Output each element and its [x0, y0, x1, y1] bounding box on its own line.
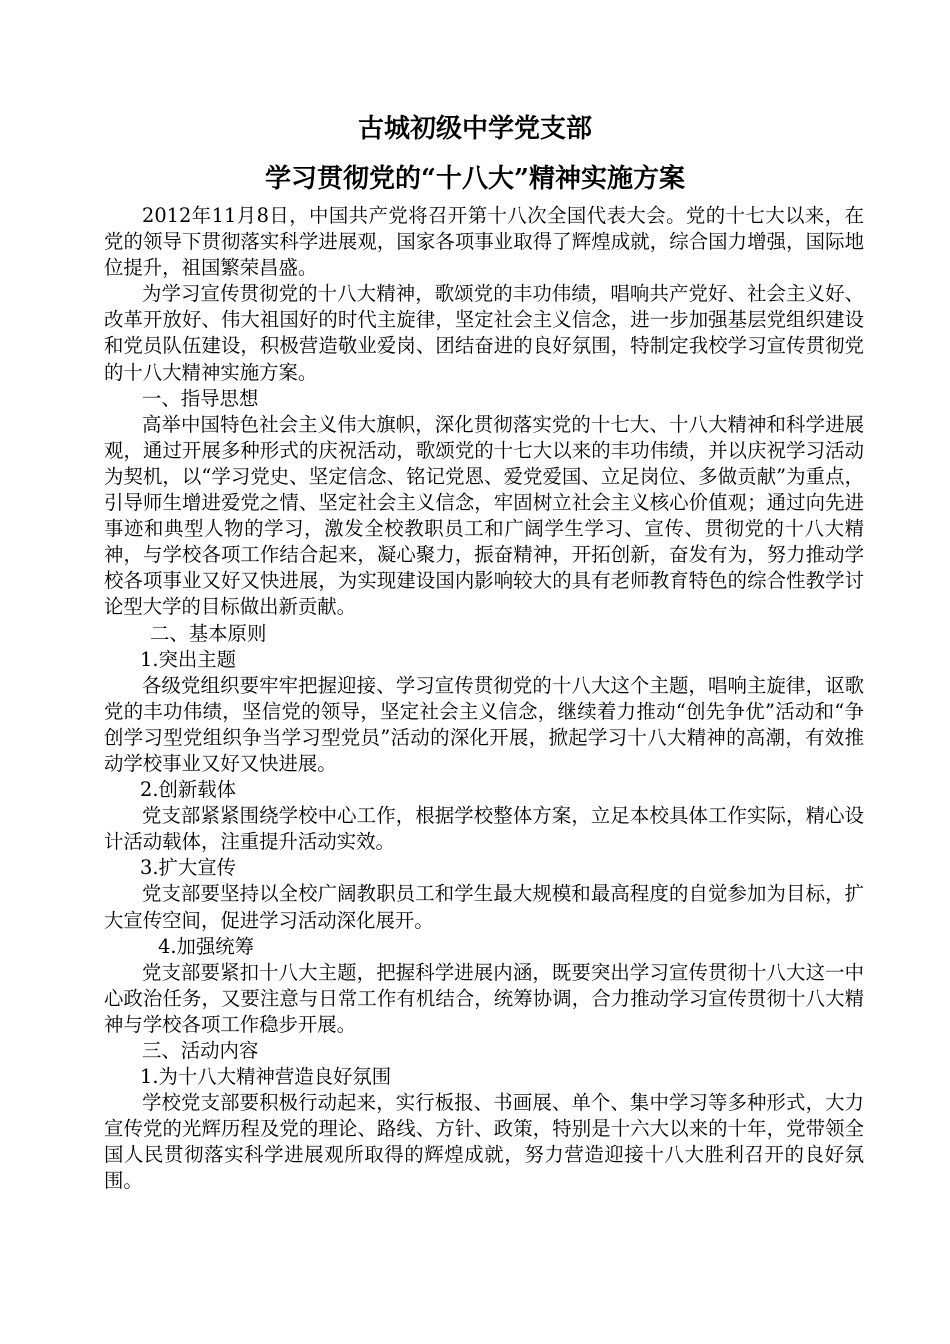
subheading-highlight-theme: 1.突出主题	[140, 647, 237, 671]
section-heading-basic-principles: 二、基本原则	[150, 621, 267, 645]
paragraph-highlight-theme: 各级党组织要牢牢把握迎接、学习宣传贯彻党的十八大这个主题，唱响主旋律，讴歌党的丰功伟绩，坚信党的领导，坚定社会主义信念，继续着力推动“创先争优”活动和“争创学习型党组织争当学习型党员”活动的深化开展，掀起学习十八大精神的高潮，有效推动学校事业又好又快进展。	[104, 673, 864, 775]
document-body	[104, 203, 864, 1195]
subheading-strengthen-coordination: 4.加强统筹	[158, 934, 255, 958]
document-title-organization: 古城初级中学党支部	[357, 114, 592, 144]
section-heading-guiding-ideology: 一、指导思想	[142, 386, 259, 410]
paragraph-purpose: 为学习宣传贯彻党的十八大精神，歌颂党的丰功伟绩，唱响共产党好、社会主义好、改革开放好、伟大祖国好的时代主旋律，坚定社会主义信念，进一步加强基层党组织建设和党员队伍建设，积极营造敬业爱岗、团结奋进的良好氛围，特制定我校学习宣传贯彻党的十八大精神实施方案。	[104, 282, 864, 384]
paragraph-intro: 2012年11月8日，中国共产党将召开第十八次全国代表大会。党的十七大以来，在党的领导下贯彻落实科学进展观，国家各项事业取得了辉煌成就，综合国力增强，国际地位提升，祖国繁荣昌盛。	[104, 204, 864, 280]
subheading-create-atmosphere: 1.为十八大精神营造良好氛围	[140, 1065, 392, 1089]
document-title-plan: 学习贯彻党的“十八大”精神实施方案	[265, 164, 685, 194]
subheading-expand-publicity: 3.扩大宣传	[140, 856, 237, 880]
section-heading-activity-content: 三、活动内容	[142, 1039, 259, 1062]
paragraph-guiding-ideology: 高举中国特色社会主义伟大旗帜，深化贯彻落实党的十七大、十八大精神和科学进展观，通过开展多种形式的庆祝活动，歌颂党的十七大以来的丰功伟绩，并以庆祝学习活动为契机，以“学习党史、坚定信念、铭记党恩、爱党爱国、立足岗位、多做贡献”为重点，引导师生增进爱党之情、坚定社会主义信念，牢固树立社会主义核心价值观；通过向先进事迹和典型人物的学习，激发全校教职员工和广阔学生学习、宣传、贯彻党的十八大精神，与学校各项工作结合起来，凝心聚力，振奋精神，开拓创新，奋发有为，努力推动学校各项事业又好又快进展，为实现建设国内影响较大的具有老师教育特色的综合性教学讨论型大学的目标做出新贡献。	[104, 412, 864, 619]
subheading-innovate-carrier: 2.创新载体	[140, 778, 237, 802]
paragraph-strengthen-coordination: 党支部要紧扣十八大主题，把握科学进展内涵，既要突出学习宣传贯彻十八大这一中心政治任务，又要注意与日常工作有机结合，统筹协调，合力推动学习宣传贯彻十八大精神与学校各项工作稳步开展。	[104, 960, 864, 1036]
paragraph-create-atmosphere: 学校党支部要积极行动起来，实行板报、书画展、单个、集中学习等多种形式，大力宣传党的光辉历程及党的理论、路线、方针、政策，特别是十六大以来的十年，党带领全国人民贯彻落实科学进展观所取得的辉煌成就，努力营造迎接十八大胜利召开的良好氛围。	[104, 1091, 864, 1193]
paragraph-innovate-carrier: 党支部紧紧围绕学校中心工作，根据学校整体方案，立足本校具体工作实际，精心设计活动载体，注重提升活动实效。	[104, 804, 864, 854]
paragraph-expand-publicity: 党支部要坚持以全校广阔教职员工和学生最大规模和最高程度的自觉参加为目标，扩大宣传空间，促进学习活动深化展开。	[104, 882, 864, 932]
